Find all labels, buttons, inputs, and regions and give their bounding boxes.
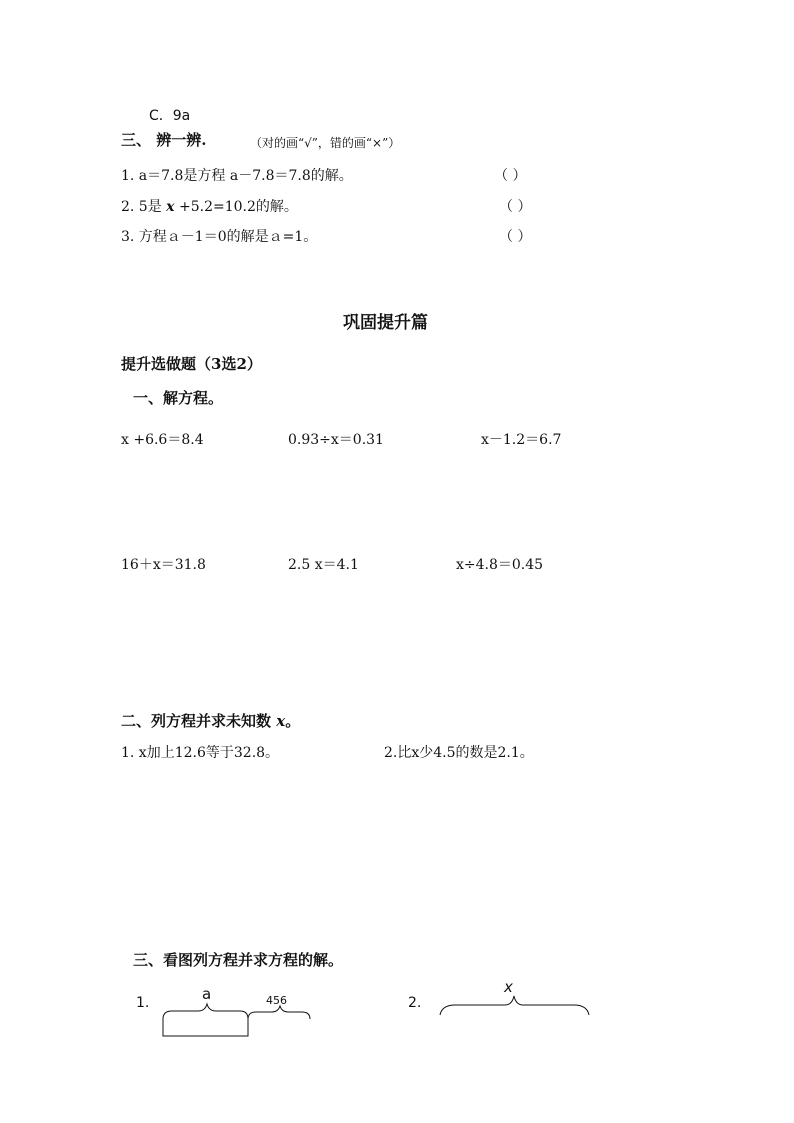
judge-item-2-pre: 2. 5是 — [121, 199, 167, 215]
subtitle: 提升选做题（3选2） — [121, 355, 262, 373]
section3-heading: 三、 辨一辨. — [121, 131, 207, 149]
equation-4: 16＋x＝31.8 — [121, 557, 206, 573]
equation-3: x－1.2＝6.7 — [481, 432, 562, 448]
q1-heading: 一、解方程。 — [133, 389, 224, 407]
q2-item-2: 2.比x少4.5的数是2.1。 — [384, 745, 534, 761]
equation-2: 0.93÷x＝0.31 — [288, 432, 384, 448]
judge-item-1: 1. a＝7.8是方程 a－7.8＝7.8的解。 — [121, 168, 353, 184]
judge-item-2-var: x — [166, 199, 175, 215]
equation-6: x÷4.8＝0.45 — [456, 557, 544, 573]
figure1-label-456: 456 — [266, 994, 287, 1007]
q2-item-1: 1. x加上12.6等于32.8。 — [121, 745, 280, 761]
option-c: C．9a — [149, 108, 191, 124]
equation-1: x +6.6＝8.4 — [121, 432, 204, 448]
q2-heading-post: 。 — [285, 712, 301, 730]
judge-item-3: 3. 方程ａ－1＝0的解是ａ=1。 — [121, 229, 318, 245]
figure2-brace-x — [440, 996, 589, 1015]
equation-5: 2.5 x＝4.1 — [288, 557, 359, 573]
judge-answer-paren-1[interactable]: （ ） — [494, 168, 527, 184]
judge-answer-paren-3[interactable]: （ ） — [499, 229, 532, 245]
page-title: 巩固提升篇 — [343, 313, 428, 333]
judge-item-2-post: +5.2=10.2的解。 — [174, 199, 298, 215]
q2-heading-var: x — [276, 712, 286, 730]
figure1-number: 1. — [136, 995, 150, 1011]
q3-heading: 三、看图列方程并求方程的解。 — [133, 951, 344, 969]
q2-heading-pre: 二、列方程并求未知数 — [121, 712, 277, 730]
figure2-number: 2. — [408, 995, 422, 1011]
figure1-label-a: a — [202, 985, 212, 1003]
figure2-label-x: x — [504, 978, 513, 996]
section3-instruction: （对的画“√”，错的画“×”） — [250, 136, 401, 150]
judge-answer-paren-2[interactable]: （ ） — [499, 199, 532, 215]
